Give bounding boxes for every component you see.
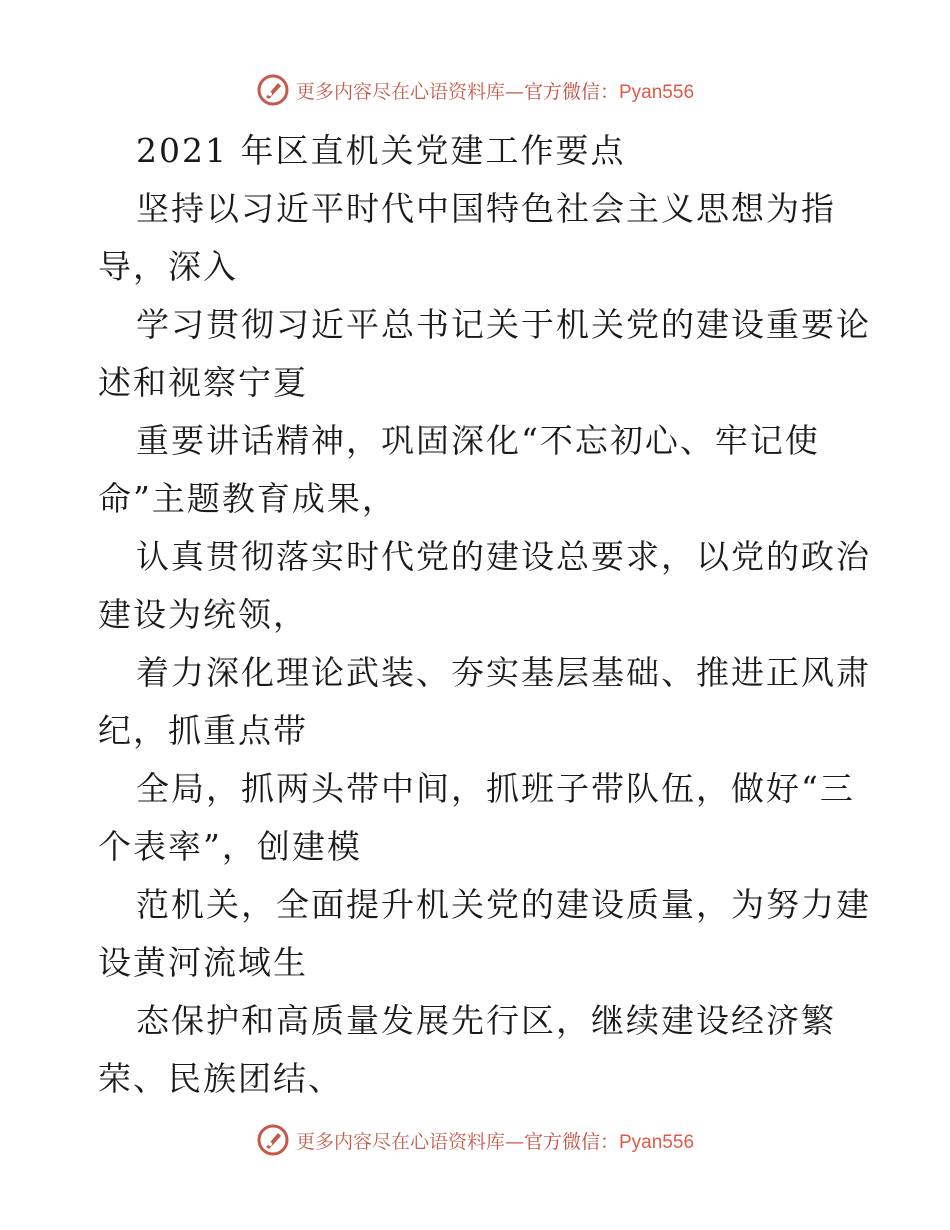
document-line: 纪，抓重点带 — [98, 711, 308, 750]
document-line: 态保护和高质量发展先行区，继续建设经济繁 — [136, 1001, 836, 1040]
document-line: 导，深入 — [98, 247, 238, 286]
watermark-site-text: 更多内容尽在心语资料库 — [295, 80, 505, 103]
header-watermark — [0, 70, 950, 110]
document-line: 坚持以习近平时代中国特色社会主义思想为指 — [136, 189, 836, 228]
document-line: 着力深化理论武装、夯实基层基础、推进正风肃 — [136, 653, 871, 692]
document-line: 范机关，全面提升机关党的建设质量，为努力建 — [136, 885, 871, 924]
document-line: 重要讲话精神，巩固深化“不忘初心、牢记使 — [136, 421, 820, 460]
document-title: 2021 年区直机关党建工作要点 — [136, 131, 626, 170]
pen-logo-icon — [256, 1123, 290, 1157]
document-line: 学习贯彻习近平总书记关于机关党的建设重要论 — [136, 305, 871, 344]
watermark-site-text: 更多内容尽在心语资料库 — [295, 1130, 505, 1153]
watermark-dash: — — [504, 80, 524, 103]
watermark-wechat-id: Pyan556 — [619, 1131, 695, 1153]
document-line: 命”主题教育成果， — [98, 479, 397, 518]
pen-logo-icon — [256, 73, 290, 107]
document-line: 个表率”，创建模 — [98, 827, 362, 866]
document-body — [98, 122, 871, 1108]
watermark-wechat-id: Pyan556 — [619, 81, 695, 103]
document-line: 荣、民族团结、 — [98, 1059, 343, 1098]
watermark-wechat-label: 官方微信： — [523, 80, 619, 103]
footer-watermark — [0, 1120, 950, 1160]
document-line: 设黄河流域生 — [98, 943, 308, 982]
document-line: 建设为统领， — [98, 595, 308, 634]
document-line: 认真贯彻落实时代党的建设总要求，以党的政治 — [136, 537, 871, 576]
document-line: 全局，抓两头带中间，抓班子带队伍，做好“三 — [136, 769, 855, 808]
watermark-wechat-label: 官方微信： — [523, 1130, 619, 1153]
watermark-dash: — — [504, 1130, 524, 1153]
document-line: 述和视察宁夏 — [98, 363, 308, 402]
